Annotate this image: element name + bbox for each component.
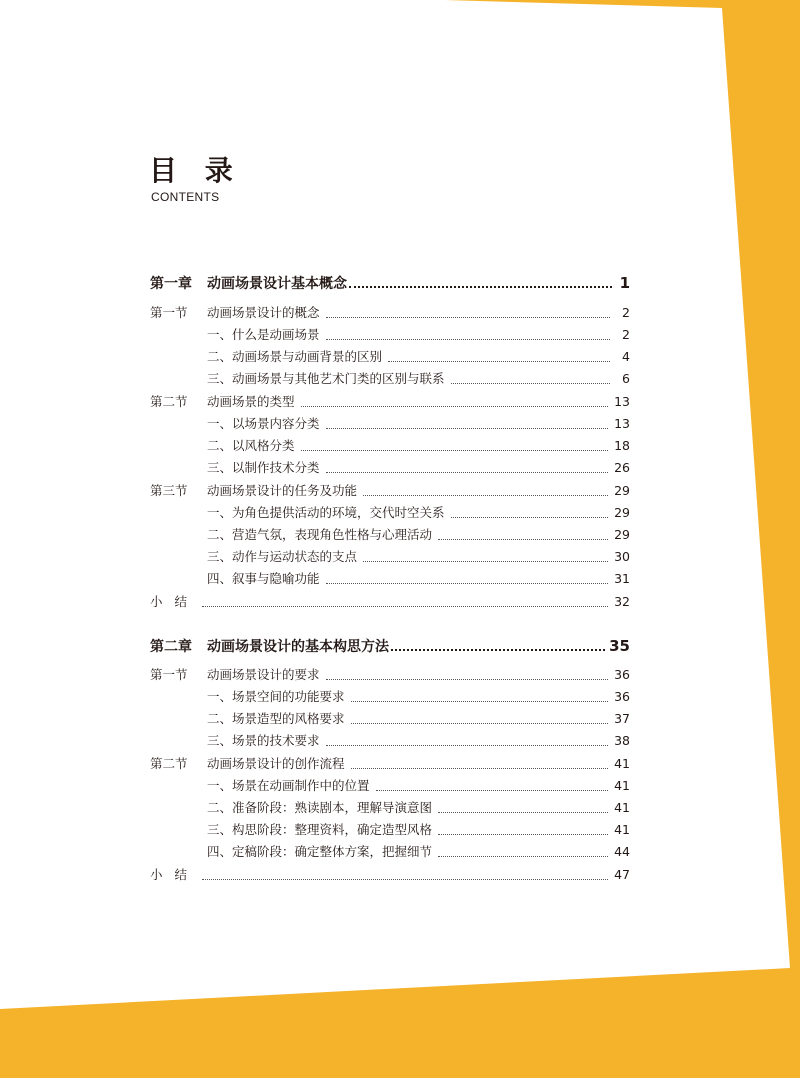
- page-number: 2: [622, 305, 630, 320]
- page-number: 2: [622, 327, 630, 342]
- leader-dots: [376, 790, 609, 791]
- leader-dots: [326, 339, 610, 340]
- toc-item[interactable]: [150, 820, 630, 842]
- section-label: 第二节: [150, 756, 188, 771]
- toc-item[interactable]: [150, 347, 630, 369]
- toc-item[interactable]: [150, 798, 630, 820]
- toc-item[interactable]: [150, 436, 630, 458]
- page-number: 13: [614, 394, 630, 409]
- leader-dots: [351, 768, 609, 769]
- page-number: 29: [614, 483, 630, 498]
- summary-label: 小结: [150, 594, 200, 609]
- item-title: 四、定稿阶段：确定整体方案，把握细节: [207, 844, 433, 859]
- leader-dots: [363, 495, 608, 496]
- section-label: 第一节: [150, 667, 188, 682]
- leader-dots: [349, 286, 612, 288]
- toc-item[interactable]: [150, 525, 630, 547]
- item-title: 四、叙事与隐喻功能: [207, 571, 320, 586]
- item-title: 一、场景空间的功能要求: [207, 689, 345, 704]
- section-label: 第三节: [150, 483, 188, 498]
- page-number: 35: [609, 637, 630, 655]
- summary-label: 小结: [150, 867, 200, 882]
- leader-dots: [351, 701, 609, 702]
- page-number: 47: [614, 867, 630, 882]
- toc-item[interactable]: [150, 325, 630, 347]
- chapter-label: 第一章: [150, 276, 192, 292]
- page-number: 29: [614, 505, 630, 520]
- toc-summary[interactable]: [150, 865, 630, 887]
- page-number: 6: [622, 371, 630, 386]
- page-number: 4: [622, 349, 630, 364]
- toc-item[interactable]: [150, 503, 630, 525]
- toc-chapter[interactable]: [150, 636, 630, 658]
- leader-dots: [388, 361, 610, 362]
- page-number: 36: [614, 689, 630, 704]
- leader-dots: [451, 517, 609, 518]
- toc-item[interactable]: [150, 687, 630, 709]
- toc-item[interactable]: [150, 709, 630, 731]
- leader-dots: [326, 317, 610, 318]
- leader-dots: [438, 812, 608, 813]
- leader-dots: [301, 450, 609, 451]
- toc-item[interactable]: [150, 369, 630, 391]
- toc-section[interactable]: [150, 754, 630, 776]
- toc-section[interactable]: [150, 665, 630, 687]
- section-title: 动画场景设计的任务及功能: [207, 483, 358, 498]
- leader-dots: [326, 583, 609, 584]
- item-title: 三、动作与运动状态的支点: [207, 549, 358, 564]
- page-number: 30: [614, 549, 630, 564]
- page-number: 41: [614, 800, 630, 815]
- item-title: 一、什么是动画场景: [207, 327, 320, 342]
- section-label: 第二节: [150, 394, 188, 409]
- page-number: 41: [614, 778, 630, 793]
- leader-dots: [202, 879, 608, 880]
- chapter-title: 动画场景设计基本概念: [207, 276, 347, 292]
- section-title: 动画场景的类型: [207, 394, 295, 409]
- page-number: 29: [614, 527, 630, 542]
- toc-section[interactable]: [150, 303, 630, 325]
- item-title: 一、为角色提供活动的环境，交代时空关系: [207, 505, 445, 520]
- leader-dots: [451, 383, 610, 384]
- section-title: 动画场景设计的概念: [207, 305, 320, 320]
- leader-dots: [326, 745, 609, 746]
- leader-dots: [202, 606, 608, 607]
- page-number: 41: [614, 822, 630, 837]
- leader-dots: [438, 539, 608, 540]
- toc-item[interactable]: [150, 569, 630, 591]
- page-number: 44: [614, 844, 630, 859]
- toc-item[interactable]: [150, 842, 630, 864]
- section-title: 动画场景设计的要求: [207, 667, 320, 682]
- toc-section[interactable]: [150, 392, 630, 414]
- toc-item[interactable]: [150, 731, 630, 753]
- section-title: 动画场景设计的创作流程: [207, 756, 345, 771]
- toc-item[interactable]: [150, 414, 630, 436]
- page-number: 31: [614, 571, 630, 586]
- item-title: 三、动画场景与其他艺术门类的区别与联系: [207, 371, 445, 386]
- page-subtitle: CONTENTS: [151, 190, 220, 204]
- leader-dots: [391, 649, 605, 651]
- leader-dots: [438, 834, 608, 835]
- page-number: 36: [614, 667, 630, 682]
- page-number: 13: [614, 416, 630, 431]
- toc-item[interactable]: [150, 547, 630, 569]
- page-number: 37: [614, 711, 630, 726]
- chapter-label: 第二章: [150, 639, 192, 655]
- toc-item[interactable]: [150, 458, 630, 480]
- leader-dots: [301, 406, 609, 407]
- page-number: 41: [614, 756, 630, 771]
- item-title: 二、动画场景与动画背景的区别: [207, 349, 383, 364]
- leader-dots: [351, 723, 609, 724]
- leader-dots: [363, 561, 608, 562]
- page-number: 18: [614, 438, 630, 453]
- item-title: 三、以制作技术分类: [207, 460, 320, 475]
- section-label: 第一节: [150, 305, 188, 320]
- toc-summary[interactable]: [150, 592, 630, 614]
- leader-dots: [438, 856, 608, 857]
- leader-dots: [326, 428, 609, 429]
- item-title: 二、营造气氛，表现角色性格与心理活动: [207, 527, 433, 542]
- item-title: 一、场景在动画制作中的位置: [207, 778, 370, 793]
- page-number: 32: [614, 594, 630, 609]
- page-number: 26: [614, 460, 630, 475]
- item-title: 二、场景造型的风格要求: [207, 711, 345, 726]
- leader-dots: [326, 472, 609, 473]
- leader-dots: [326, 679, 609, 680]
- toc-chapter[interactable]: [150, 273, 630, 295]
- item-title: 一、以场景内容分类: [207, 416, 320, 431]
- chapter-title: 动画场景设计的基本构思方法: [207, 639, 389, 655]
- item-title: 三、构思阶段：整理资料，确定造型风格: [207, 822, 433, 837]
- page-number: 1: [619, 274, 630, 292]
- toc-section[interactable]: [150, 481, 630, 503]
- page-title: 目 录: [149, 154, 242, 187]
- item-title: 二、准备阶段：熟读剧本，理解导演意图: [207, 800, 433, 815]
- page-number: 38: [614, 733, 630, 748]
- toc-item[interactable]: [150, 776, 630, 798]
- item-title: 三、场景的技术要求: [207, 733, 320, 748]
- item-title: 二、以风格分类: [207, 438, 295, 453]
